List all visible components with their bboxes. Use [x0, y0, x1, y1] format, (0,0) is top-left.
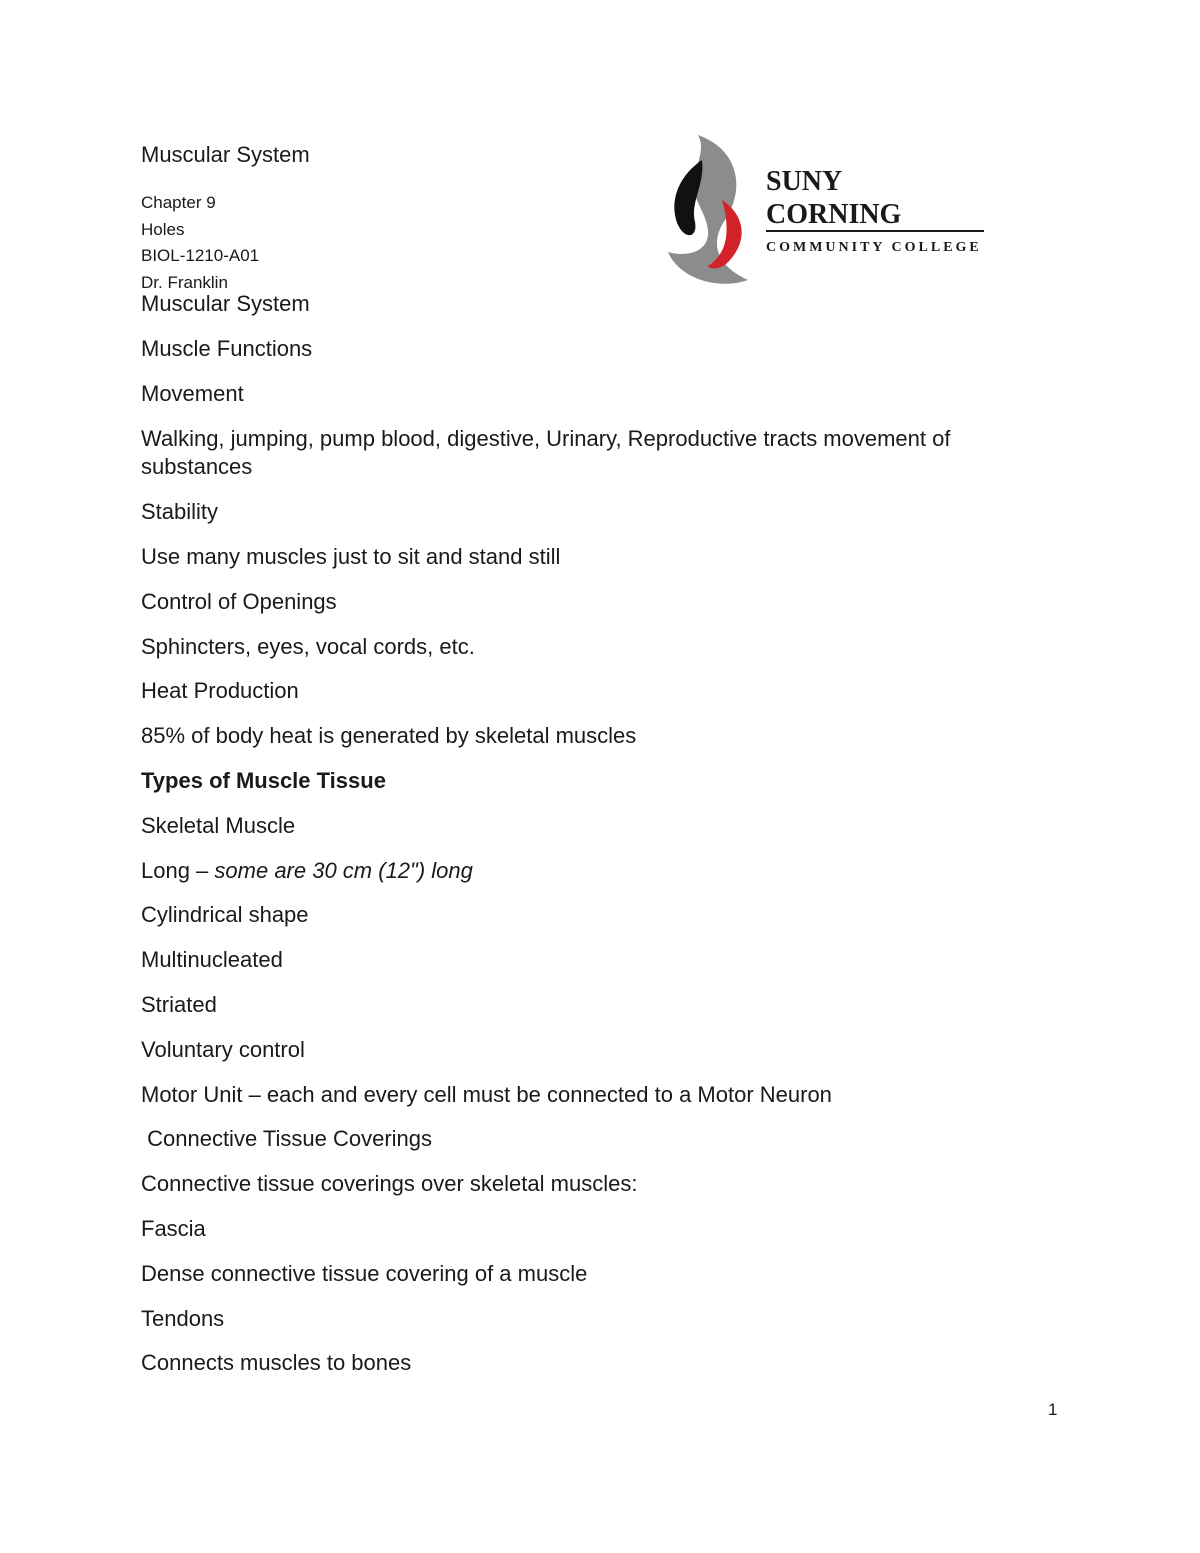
page-number: 1 — [1048, 1400, 1058, 1419]
logo-text-college: COMMUNITY COLLEGE — [766, 240, 982, 255]
text-long-detail: some are 30 cm (12") long — [214, 858, 473, 883]
flame-logo-icon — [660, 130, 990, 295]
text-connective-coverings: Connective tissue coverings over skeletal muscles: — [141, 1171, 638, 1196]
text-multinucleated: Multinucleated — [141, 947, 283, 972]
text-tendons: Connects muscles to bones — [141, 1350, 412, 1375]
heading-muscular-system: Muscular System — [141, 291, 310, 316]
text-striated: Striated — [141, 992, 217, 1017]
text-motor-unit: Motor Unit – each and every cell must be connected to a Motor Neuron — [141, 1082, 832, 1107]
heading-tendons: Tendons — [141, 1306, 225, 1331]
suny-corning-logo — [660, 130, 990, 295]
meta-chapter: Chapter 9 — [141, 193, 216, 212]
document-title: Muscular System — [141, 142, 310, 167]
text-long-label: Long – — [141, 858, 215, 883]
heading-skeletal-muscle: Skeletal Muscle — [141, 813, 296, 838]
logo-text-suny: SUNY — [766, 166, 843, 197]
text-control-openings: Sphincters, eyes, vocal cords, etc. — [141, 634, 475, 659]
logo-text-corning: CORNING — [766, 199, 902, 230]
text-long — [141, 857, 473, 885]
heading-movement: Movement — [141, 381, 244, 406]
text-heat-production: 85% of body heat is generated by skeletal muscles — [141, 723, 637, 748]
text-cylindrical: Cylindrical shape — [141, 902, 309, 927]
heading-muscle-functions: Muscle Functions — [141, 336, 313, 361]
heading-stability: Stability — [141, 499, 219, 524]
heading-types-muscle-tissue: Types of Muscle Tissue — [141, 768, 386, 793]
logo-rule — [766, 230, 984, 232]
text-voluntary: Voluntary control — [141, 1037, 305, 1062]
text-stability: Use many muscles just to sit and stand still — [141, 544, 561, 569]
document-meta — [141, 190, 259, 296]
heading-fascia: Fascia — [141, 1216, 206, 1241]
text-movement-examples: Walking, jumping, pump blood, digestive, Urinary, Reproductive tracts movement of substances — [141, 426, 951, 479]
meta-instructor: Dr. Franklin — [141, 272, 228, 292]
meta-course: BIOL-1210-A01 — [141, 246, 260, 265]
meta-author: Holes — [141, 219, 185, 239]
heading-connective-tissue: Connective Tissue Coverings — [141, 1126, 433, 1151]
heading-heat-production: Heat Production — [141, 678, 299, 703]
text-fascia: Dense connective tissue covering of a muscle — [141, 1261, 588, 1286]
heading-control-openings: Control of Openings — [141, 589, 337, 614]
